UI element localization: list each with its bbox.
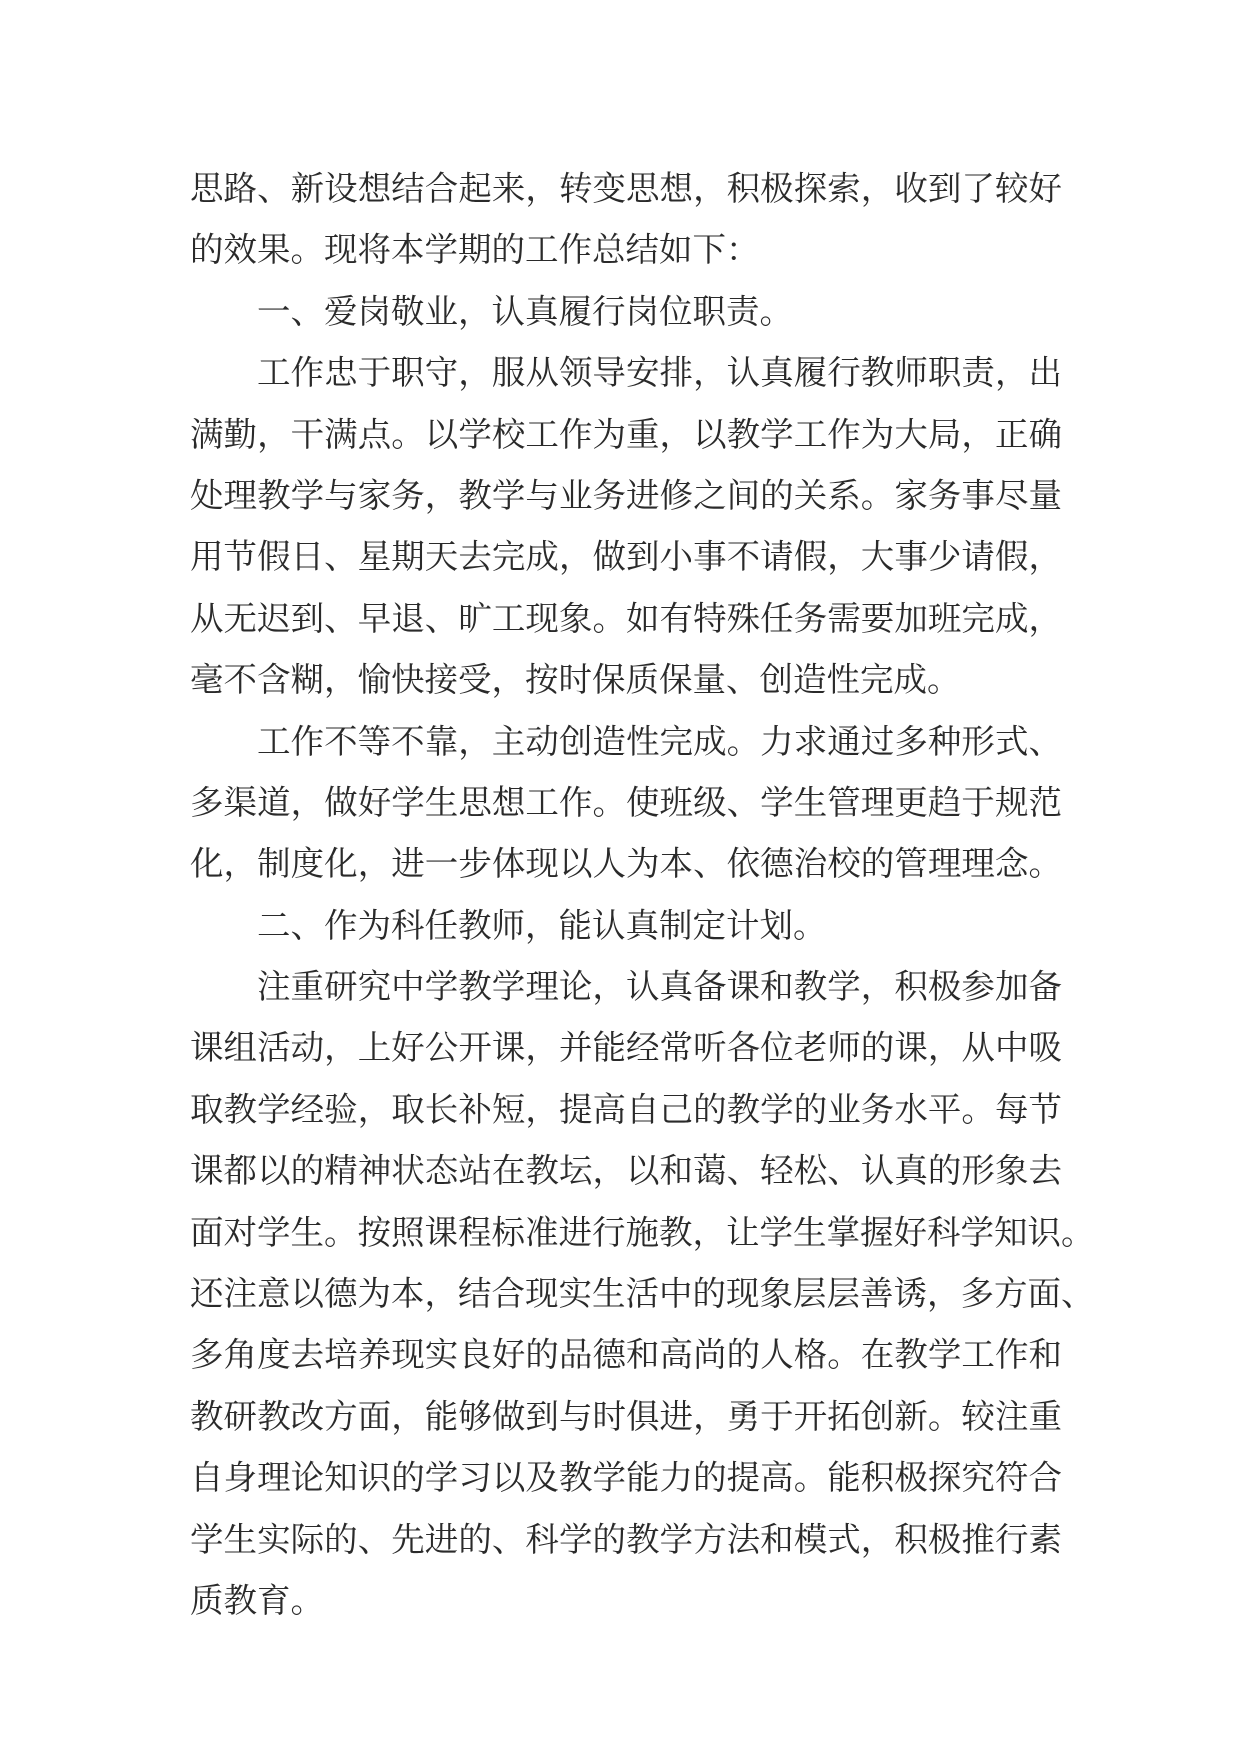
text-line: 取教学经验，取长补短，提高自己的教学的业务水平。每节: [190, 1089, 1062, 1129]
text-line: 面对学生。按照课程标准进行施教，让学生掌握好科学知识。: [190, 1212, 1095, 1252]
section-heading: 一、爱岗敬业，认真履行岗位职责。: [257, 291, 793, 331]
text-line: 还注意以德为本，结合现实生活中的现象层层善诱，多方面、: [190, 1274, 1095, 1314]
text-line: 毫不含糊，愉快接受，按时保质保量、创造性完成。: [190, 660, 961, 700]
text-line: 质教育。: [190, 1580, 324, 1620]
text-line: 处理教学与家务，教学与业务进修之间的关系。家务事尽量: [190, 475, 1062, 515]
text-line: 多角度去培养现实良好的品德和高尚的人格。在教学工作和: [190, 1335, 1062, 1375]
text-line: 用节假日、星期天去完成，做到小事不请假，大事少请假，: [190, 537, 1062, 577]
document-page: [190, 158, 1095, 1631]
section-heading: 二、作为科任教师，能认真制定计划。: [257, 905, 827, 945]
text-line: 工作不等不靠，主动创造性完成。力求通过多种形式、: [257, 721, 1062, 761]
text-line: 教研教改方面，能够做到与时俱进，勇于开拓创新。较注重: [190, 1396, 1062, 1436]
text-line: 课都以的精神状态站在教坛，以和蔼、轻松、认真的形象去: [190, 1151, 1062, 1191]
text-line: 自身理论知识的学习以及教学能力的提高。能积极探究符合: [190, 1458, 1062, 1498]
text-line: 多渠道，做好学生思想工作。使班级、学生管理更趋于规范: [190, 782, 1062, 822]
text-line: 满勤，干满点。以学校工作为重，以教学工作为大局，正确: [190, 414, 1062, 454]
text-line: 学生实际的、先进的、科学的教学方法和模式，积极推行素: [190, 1519, 1062, 1559]
text-line: 工作忠于职守，服从领导安排，认真履行教师职责，出: [257, 353, 1062, 393]
text-line: 注重研究中学教学理论，认真备课和教学，积极参加备: [257, 967, 1062, 1007]
text-line: 的效果。现将本学期的工作总结如下：: [190, 230, 760, 270]
text-line: 课组活动，上好公开课，并能经常听各位老师的课，从中吸: [190, 1028, 1062, 1068]
text-line: 化，制度化，进一步体现以人为本、依德治校的管理理念。: [190, 844, 1062, 884]
text-line: 思路、新设想结合起来，转变思想，积极探索，收到了较好: [190, 169, 1062, 208]
text-line: 从无迟到、早退、旷工现象。如有特殊任务需要加班完成，: [190, 598, 1062, 638]
